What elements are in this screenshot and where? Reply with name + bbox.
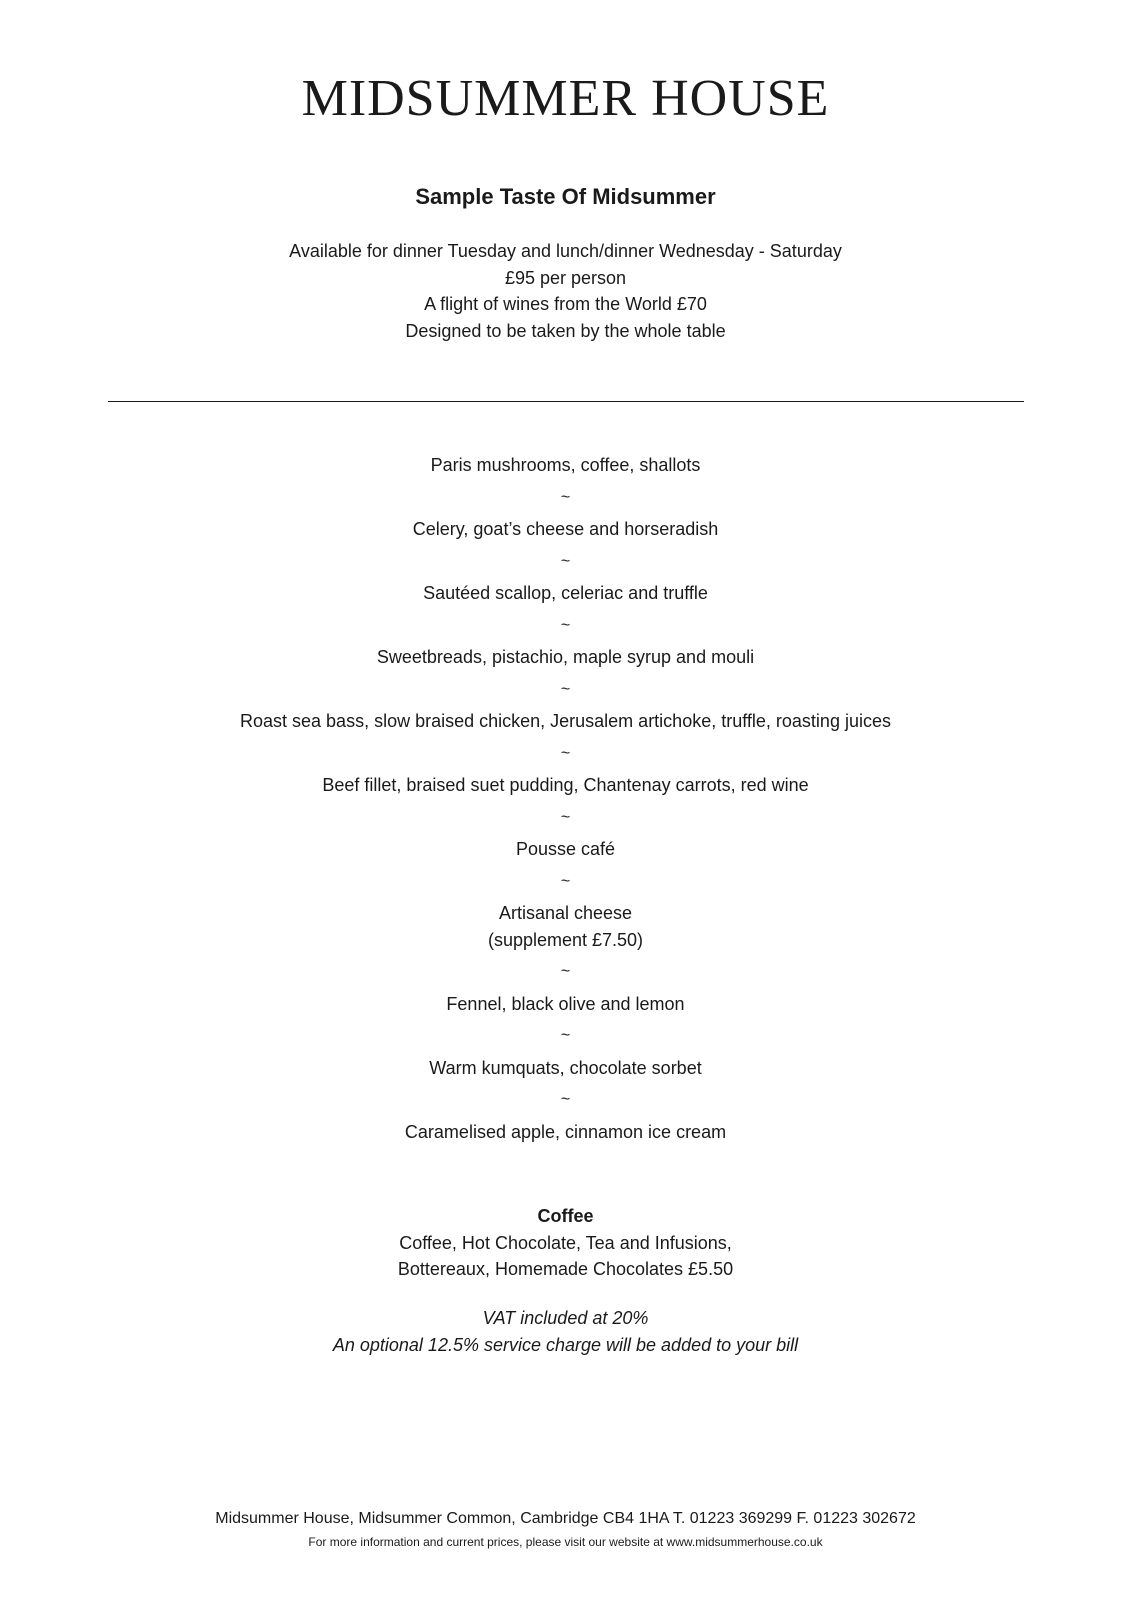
course-line: Fennel, black olive and lemon <box>446 993 685 1014</box>
course-item <box>0 644 1131 671</box>
course-item <box>0 991 1131 1018</box>
course-item <box>0 836 1131 863</box>
course-line: Paris mushrooms, coffee, shallots <box>430 455 701 475</box>
course-item <box>0 1055 1131 1082</box>
coffee-line: Coffee, Hot Chocolate, Tea and Infusions, <box>399 1232 732 1253</box>
course-line: (supplement £7.50) <box>487 929 644 950</box>
price-text: £95 per person <box>504 267 627 288</box>
vat-note: VAT included at 20% <box>482 1308 649 1328</box>
course-item <box>0 900 1131 953</box>
menu-title: Sample Taste Of Midsummer <box>415 184 716 209</box>
course-separator: ~ <box>560 1091 571 1108</box>
wine-flight-text: A flight of wines from the World £70 <box>424 294 707 314</box>
coffee-heading: Coffee <box>537 1206 594 1226</box>
course-separator: ~ <box>560 872 571 890</box>
notes-section <box>0 1305 1131 1358</box>
availability-text: Available for dinner Tuesday and lunch/dinner Wednesday - Saturday <box>289 241 842 261</box>
course-item <box>0 772 1131 799</box>
course-line: Caramelised apple, cinnamon ice cream <box>404 1121 727 1142</box>
course-line: Warm kumquats, chocolate sorbet <box>429 1057 702 1078</box>
course-item <box>0 708 1131 735</box>
divider-line <box>108 401 1024 402</box>
course-line: Beef fillet, braised suet pudding, Chantenay carrots, red wine <box>322 775 809 795</box>
course-item <box>0 580 1131 607</box>
service-charge-note: An optional 12.5% service charge will be added to your bill <box>332 1334 799 1355</box>
course-line: Sautéed scallop, celeriac and truffle <box>423 583 708 603</box>
course-list <box>0 452 1131 1145</box>
course-separator: ~ <box>560 744 571 762</box>
course-separator: ~ <box>560 963 571 980</box>
course-line: Celery, goat’s cheese and horseradish <box>412 519 719 539</box>
course-separator: ~ <box>560 616 571 634</box>
course-line: Pousse café <box>515 839 616 859</box>
course-item <box>0 516 1131 543</box>
course-item <box>0 1119 1131 1146</box>
course-line: Artisanal cheese <box>498 903 633 923</box>
course-separator: ~ <box>560 552 571 570</box>
coffee-section <box>0 1203 1131 1283</box>
course-line: Sweetbreads, pistachio, maple syrup and mouli <box>376 647 755 667</box>
course-separator: ~ <box>560 1027 571 1044</box>
footer-website-note: For more information and current prices, please visit our website at www.midsummerhouse.co.uk <box>308 1535 823 1549</box>
menu-intro <box>0 238 1131 344</box>
brand-logo: MIDSUMMER HOUSE <box>301 70 830 127</box>
course-item <box>0 452 1131 479</box>
course-separator: ~ <box>560 808 571 826</box>
table-note-text: Designed to be taken by the whole table <box>405 320 726 341</box>
course-line: Roast sea bass, slow braised chicken, Jerusalem artichoke, truffle, roasting juices <box>240 711 891 731</box>
course-separator: ~ <box>560 488 571 506</box>
footer-address: Midsummer House, Midsummer Common, Cambridge CB4 1HA T. 01223 369299 F. 01223 302672 <box>215 1510 916 1527</box>
course-separator: ~ <box>560 680 571 698</box>
coffee-line: Bottereaux, Homemade Chocolates £5.50 <box>397 1259 734 1279</box>
